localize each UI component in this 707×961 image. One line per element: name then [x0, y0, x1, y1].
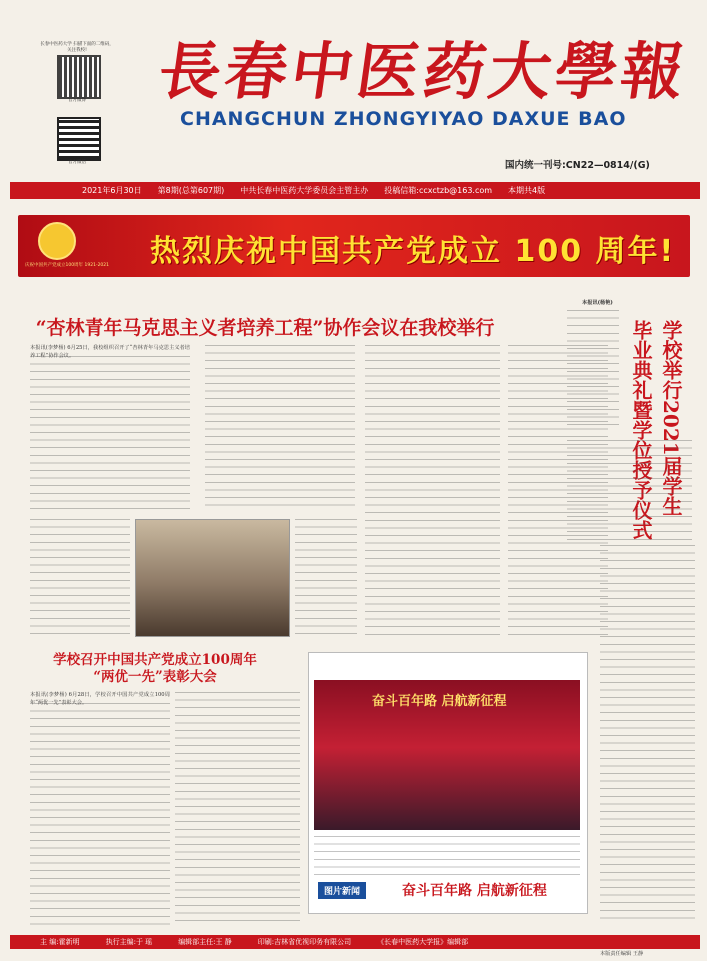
submission-email: 投稿信箱:ccxctzb@163.com	[384, 186, 493, 195]
article-1-column-3	[365, 345, 500, 635]
stage-caption: 奋斗百年路 启航新征程	[372, 694, 507, 709]
issn-number: 国内统一刊号:CN22—0814/(G)	[505, 160, 650, 171]
sidebar-byline: 本报讯(杨艳)	[582, 300, 613, 306]
newspaper-title: 長春中医药大學報	[154, 35, 693, 108]
newspaper-title-en: CHANGCHUN ZHONGYIYAO DAXUE BAO	[180, 108, 627, 130]
banner-headline: 热烈庆祝中国共产党成立 100 周年!	[150, 234, 676, 269]
page-editor: 本版责任编辑 王静	[600, 951, 644, 957]
editorial-director: 编辑部主任:王 静	[178, 938, 232, 946]
page-count: 本期共4版	[508, 186, 546, 195]
issue-number: 第8期(总第607期)	[157, 186, 225, 195]
photo-news-headline: 奋斗百年路 启航新征程	[402, 883, 547, 899]
article-headline-1: “杏林青年马克思主义者培养工程”协作会议在我校举行	[35, 317, 495, 339]
issue-date: 2021年6月30日	[82, 186, 142, 195]
sidebar-column-top	[567, 310, 619, 430]
photo-news-caption-text	[314, 836, 580, 876]
article-2-headline-line-2: “两优一先”表彰大会	[93, 669, 217, 685]
article-1-column-1	[30, 356, 190, 511]
article-2-lead: 本报讯(李梦杨) 6月28日，学校召开中国共产党成立100周年“两优一先”表彰大会。	[30, 692, 170, 706]
qr-code-weibo	[57, 55, 101, 99]
article-2-column-1	[30, 703, 170, 925]
publisher: 中共长春中医药大学委员会主管主办	[240, 186, 369, 195]
article-2-column-2	[175, 692, 300, 925]
sidebar-headline-b: 毕业典礼暨学位授予仪式	[629, 320, 653, 540]
sidebar-column-main	[600, 545, 695, 925]
sidebar-column-mid	[567, 440, 692, 540]
qr-caption: 长春中医药大学 扫描下面的二维码，关注我校!	[40, 42, 114, 53]
article-1-column-1b	[30, 519, 130, 639]
executive-editor: 执行主编:于 瑶	[105, 938, 153, 946]
qr-code-wechat	[57, 117, 101, 161]
printer: 印刷:吉林省优视印务有限公司	[257, 938, 352, 946]
article-1-column-2	[205, 345, 355, 510]
qr-caption-weibo: 官方微博	[68, 98, 86, 103]
party-emblem-icon	[38, 222, 76, 260]
editorial-office: 《长春中医药大学报》编辑部	[377, 938, 469, 946]
article-1-column-2b	[295, 519, 357, 639]
sidebar-headline-a: 学校举行2021届学生	[659, 320, 683, 516]
qr-caption-wechat: 官方微信	[68, 160, 86, 165]
footer-bar	[10, 935, 700, 949]
emblem-label: 庆祝中国共产党成立100周年 1921-2021	[24, 263, 110, 268]
article-headline-2	[40, 652, 270, 686]
photo-news-label: 图片新闻	[318, 882, 366, 899]
article-1-lead: 本报讯(李梦杨) 6月25日，我校组织召开了“杏林青年马克思主义者培养工程”协作会议。	[30, 345, 190, 359]
article-2-headline-line-1: 学校召开中国共产党成立100周年	[53, 652, 257, 668]
dateline-bar	[10, 182, 700, 199]
meeting-photo	[135, 519, 290, 637]
chief-editor: 主 编:霍新明	[40, 938, 80, 946]
